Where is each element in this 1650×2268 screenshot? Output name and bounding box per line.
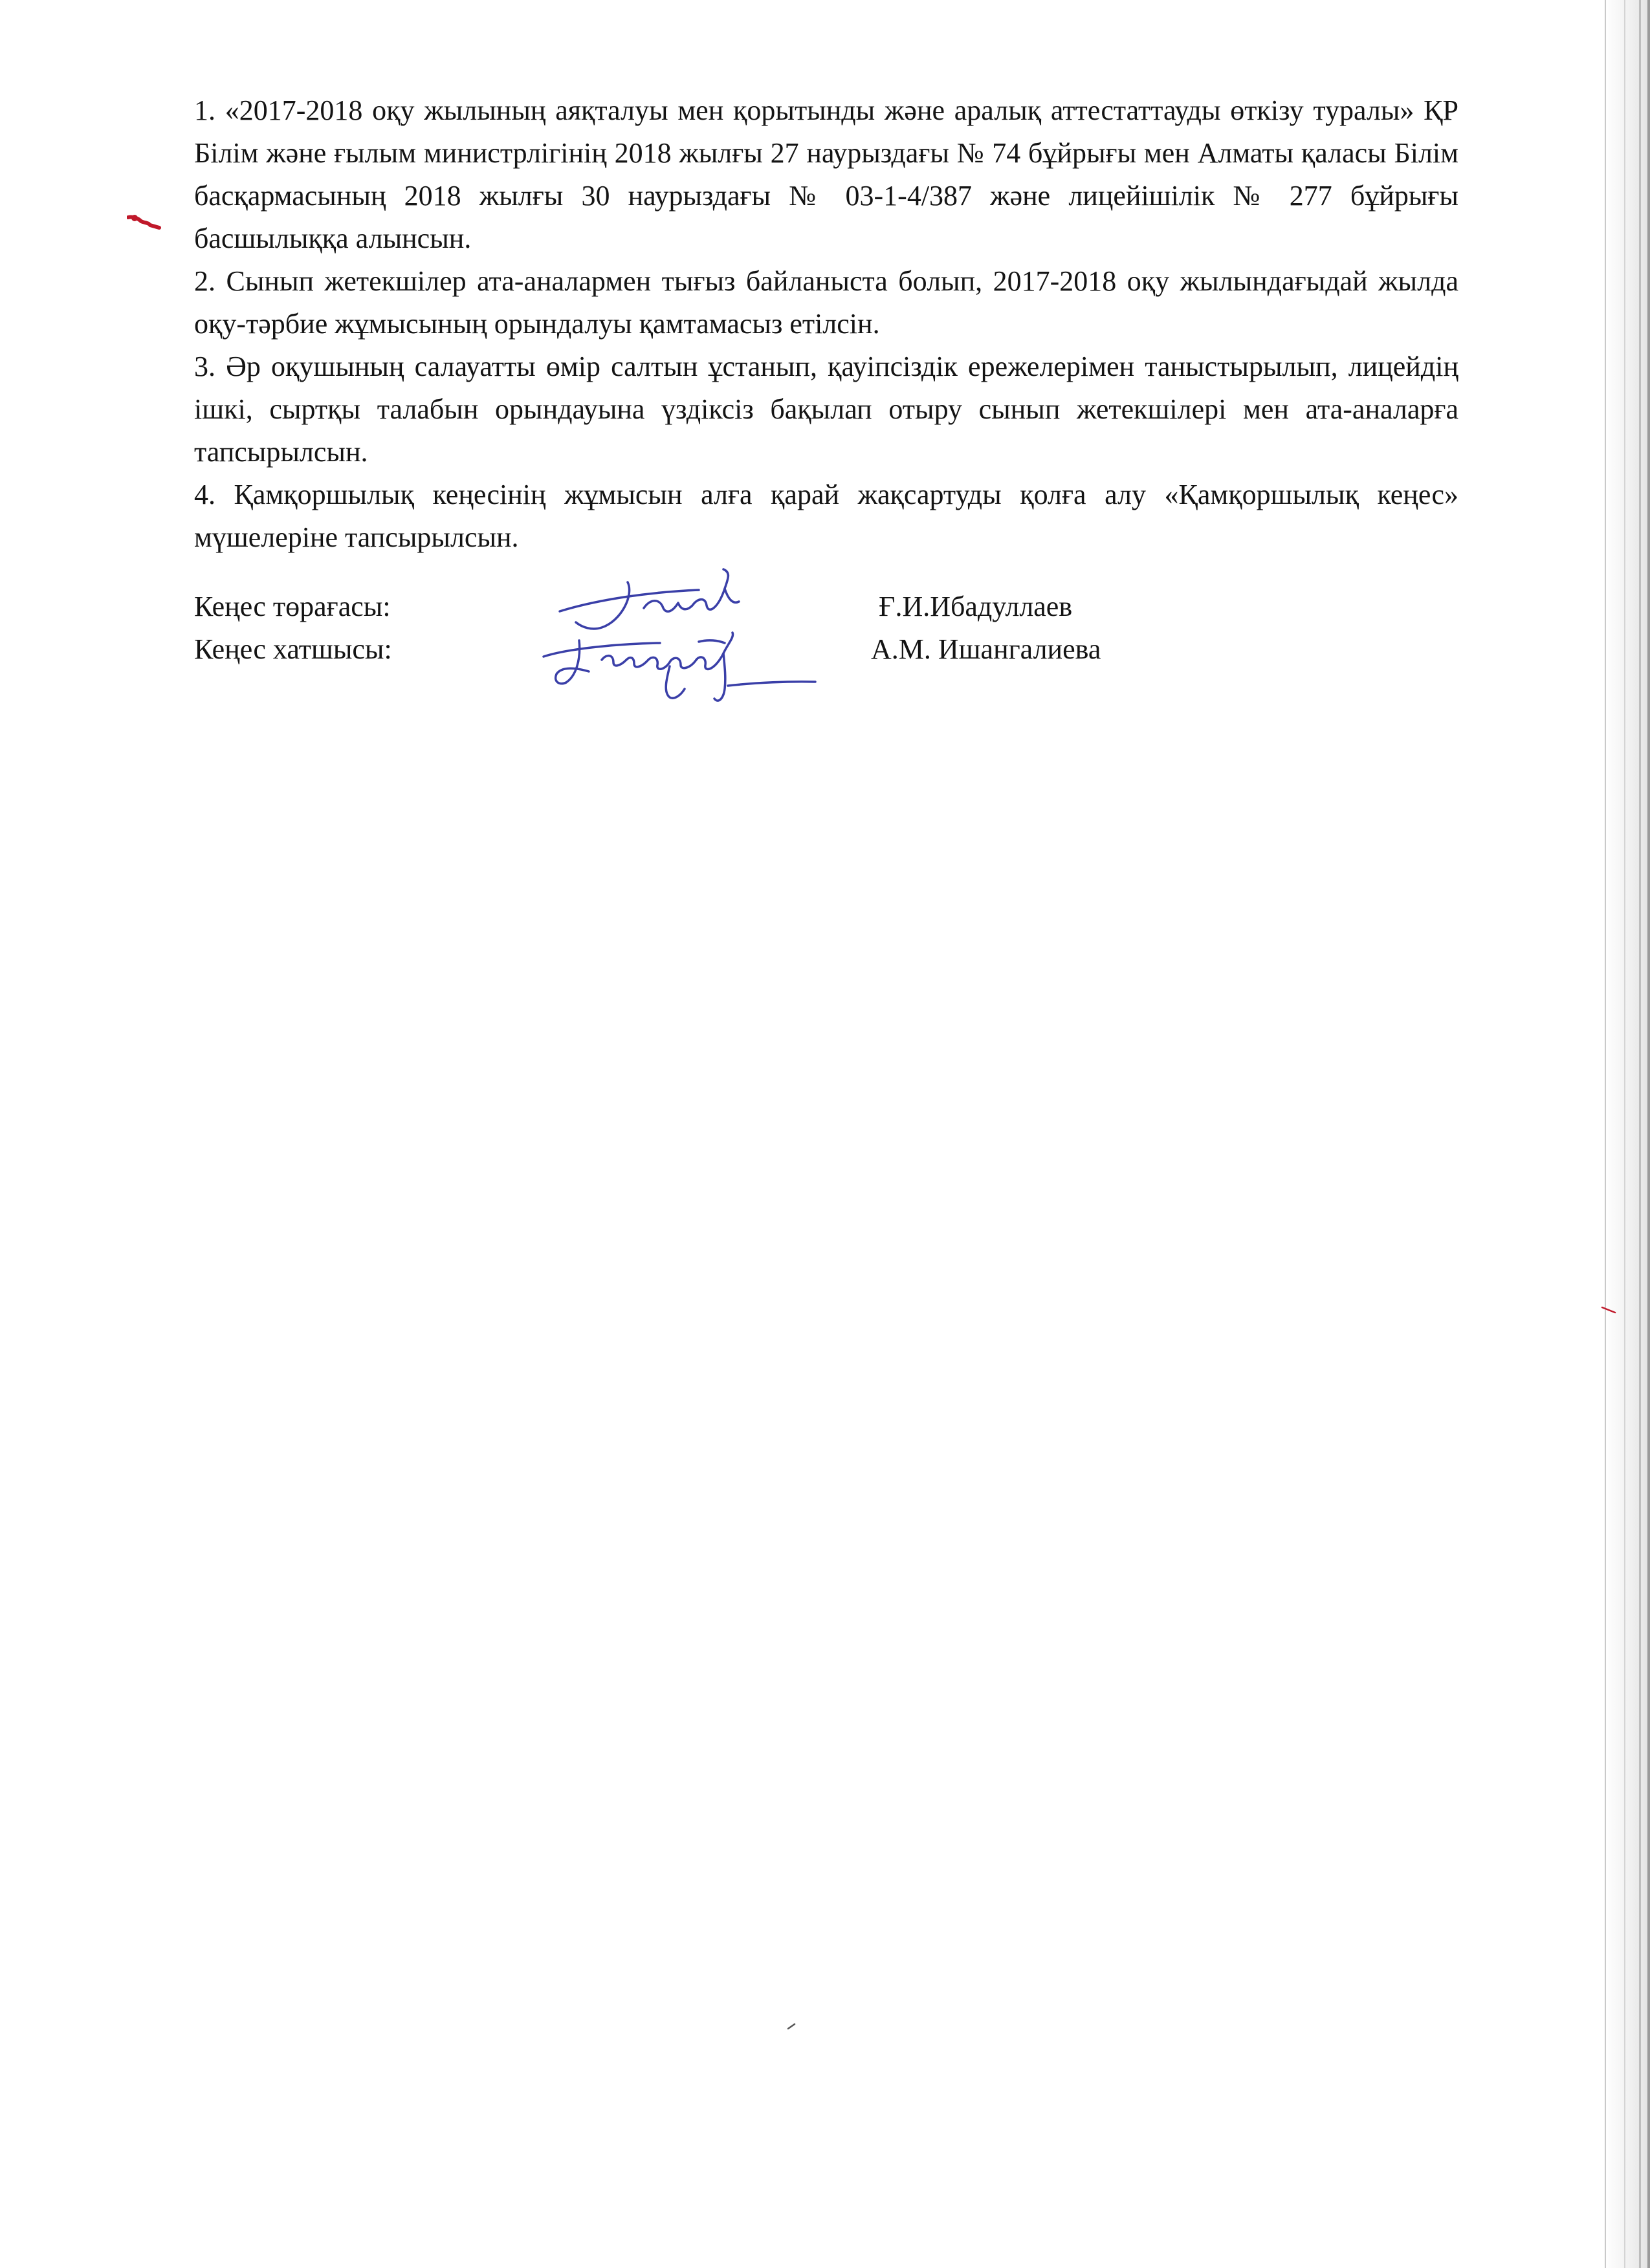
scan-edge-line: [1639, 0, 1641, 2268]
resolution-text: [194, 89, 1458, 559]
chairman-name: Ғ.И.Ибадуллаев: [879, 591, 1073, 622]
secretary-name: А.М. Ишангалиева: [871, 633, 1101, 665]
chairman-role: Кеңес төрағасы:: [194, 591, 391, 622]
handwritten-signatures: [531, 563, 835, 712]
scan-speck-icon: [787, 2022, 797, 2030]
red-tick-mark-icon: [1601, 1305, 1618, 1314]
resolution-item-3: 3. Әр оқушының салауатты өмір салтын ұстанып, қауіпсіздік ережелерімен таныстырылып, лицейдің ішкі, сыртқы талабын орындауына үздіксіз бақылап отыру сынып жетекшілері мен ата-аналарға тапсырылсын.: [194, 351, 1458, 468]
scan-edge-line: [1647, 0, 1650, 2268]
secretary-signature-icon: [544, 633, 815, 701]
resolution-item-2: 2. Сынып жетекшілер ата-аналармен тығыз байланыста болып, 2017-2018 оқу жылындағыдай жылда оқу-тәрбие жұмысының орындалуы қамтамасыз етілсін.: [194, 265, 1458, 340]
scan-edge-shading: [1605, 0, 1650, 2268]
chairman-signature-icon: [560, 569, 739, 629]
red-ink-mark-icon: [127, 213, 166, 233]
scan-edge-line: [1624, 0, 1625, 2268]
resolution-item-4: 4. Қамқоршылық кеңесінің жұмысын алға қарай жақсартуды қолға алу «Қамқоршылық кеңес» мүшелеріне тапсырылсын.: [194, 479, 1458, 553]
resolution-item-1: 1. «2017-2018 оқу жылының аяқталуы мен қорытынды және аралық аттестаттауды өткізу туралы» ҚР Білім және ғылым министрлігінің 2018 жылғы 27 наурыздағы № 74 бұйрығы мен Алматы қаласы Білім басқармасының 2018 жылғы 30 наурыздағы № 03-1-4/387 және лицейішілік № 277 бұйрығы басшылыққа алынсын.: [194, 94, 1458, 254]
secretary-role: Кеңес хатшысы:: [194, 633, 392, 665]
scan-edge-line: [1605, 0, 1606, 2268]
